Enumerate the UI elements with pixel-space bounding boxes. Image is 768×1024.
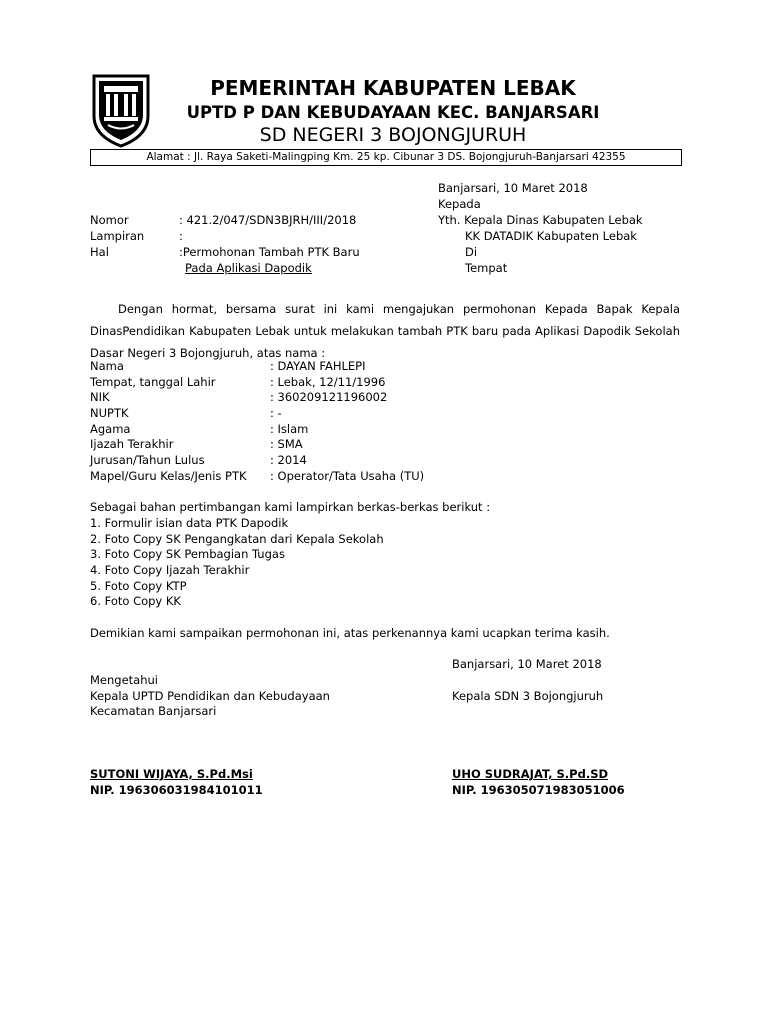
list-item: 2. Foto Copy SK Pengangkatan dari Kepala Sekolah — [90, 532, 384, 546]
recipient-line2: KK DATADIK Kabupaten Lebak — [465, 229, 637, 243]
recipient-line1: Yth. Kepala Dinas Kabupaten Lebak — [438, 213, 643, 227]
signature-date: Banjarsari, 10 Maret 2018 — [452, 657, 602, 671]
hal-label: Hal — [90, 245, 109, 259]
right-signer-title: Kepala SDN 3 Bojongjuruh — [452, 689, 604, 703]
bio-value: : Operator/Tata Usaha (TU) — [270, 469, 425, 483]
hal-value: :Permohonan Tambah PTK Baru — [179, 245, 360, 259]
left-signer-title-2: Kecamatan Banjarsari — [90, 704, 217, 718]
right-signer-name: UHO SUDRAJAT, S.Pd.SD — [452, 767, 609, 781]
letter-date: Banjarsari, 10 Maret 2018 — [438, 181, 588, 195]
list-item: 1. Formulir isian data PTK Dapodik — [90, 516, 289, 530]
bio-label: Tempat, tanggal Lahir — [90, 375, 216, 389]
opening-paragraph: Dengan hormat, bersama surat ini kami mengajukan permohonan Kepada Bapak Kepala DinasPendidikan Kabupaten Lebak untuk melakukan tambah PTK baru pada Aplikasi Dapodik Sekolah Dasar Negeri 3 Bojongjuruh, atas nama : — [90, 302, 680, 360]
right-signer-nip: NIP. 196305071983051006 — [452, 783, 625, 797]
bio-label: Agama — [90, 422, 131, 436]
bio-value: : - — [270, 406, 282, 420]
school-name: SD NEGERI 3 BOJONGJURUH — [259, 124, 527, 146]
mengetahui-label: Mengetahui — [90, 673, 158, 687]
nomor-value: : 421.2/047/SDN3BJRH/III/2018 — [179, 213, 357, 227]
left-signer-nip: NIP. 196306031984101011 — [90, 783, 263, 797]
list-item: 3. Foto Copy SK Pembagian Tugas — [90, 547, 285, 561]
bio-label: Mapel/Guru Kelas/Jenis PTK — [90, 469, 247, 483]
lampiran-value: : — [179, 229, 183, 243]
government-name: PEMERINTAH KABUPATEN LEBAK — [210, 76, 576, 100]
bio-value: : 360209121196002 — [270, 390, 388, 404]
list-item: 4. Foto Copy Ijazah Terakhir — [90, 563, 250, 577]
list-item: 5. Foto Copy KTP — [90, 579, 187, 593]
recipient-line4: Tempat — [465, 261, 508, 275]
left-signer-name: SUTONI WIJAYA, S.Pd.Msi — [90, 767, 253, 781]
bio-label: NUPTK — [90, 406, 129, 420]
bio-label: NIK — [90, 390, 110, 404]
bio-label: Jurusan/Tahun Lulus — [90, 453, 205, 467]
bio-value: : Lebak, 12/11/1996 — [270, 375, 386, 389]
lampiran-label: Lampiran — [90, 229, 145, 243]
bio-value: : 2014 — [270, 453, 307, 467]
left-signer-title: Kepala UPTD Pendidikan dan Kebudayaan — [90, 689, 330, 703]
recipient-line3: Di — [465, 245, 478, 259]
office-name: UPTD P DAN KEBUDAYAAN KEC. BANJARSARI — [186, 103, 600, 122]
bio-value: : DAYAN FAHLEPI — [270, 359, 366, 373]
recipient-kepada: Kepada — [438, 197, 481, 211]
list-item: 6. Foto Copy KK — [90, 594, 181, 608]
bio-value: : SMA — [270, 437, 303, 451]
bio-label: Ijazah Terakhir — [90, 437, 174, 451]
nomor-label: Nomor — [90, 213, 129, 227]
attachments-intro: Sebagai bahan pertimbangan kami lampirkan berkas-berkas berikut : — [90, 500, 491, 514]
school-address: Alamat : Jl. Raya Saketi-Malingping Km. 25 kp. Cibunar 3 DS. Bojongjuruh-Banjarsari 42355 — [90, 149, 682, 166]
hal-value-2: Pada Aplikasi Dapodik — [185, 261, 312, 275]
bio-label: Nama — [90, 359, 124, 373]
closing-sentence: Demikian kami sampaikan permohonan ini, atas perkenannya kami ucapkan terima kasih. — [90, 626, 610, 640]
bio-value: : Islam — [270, 422, 309, 436]
